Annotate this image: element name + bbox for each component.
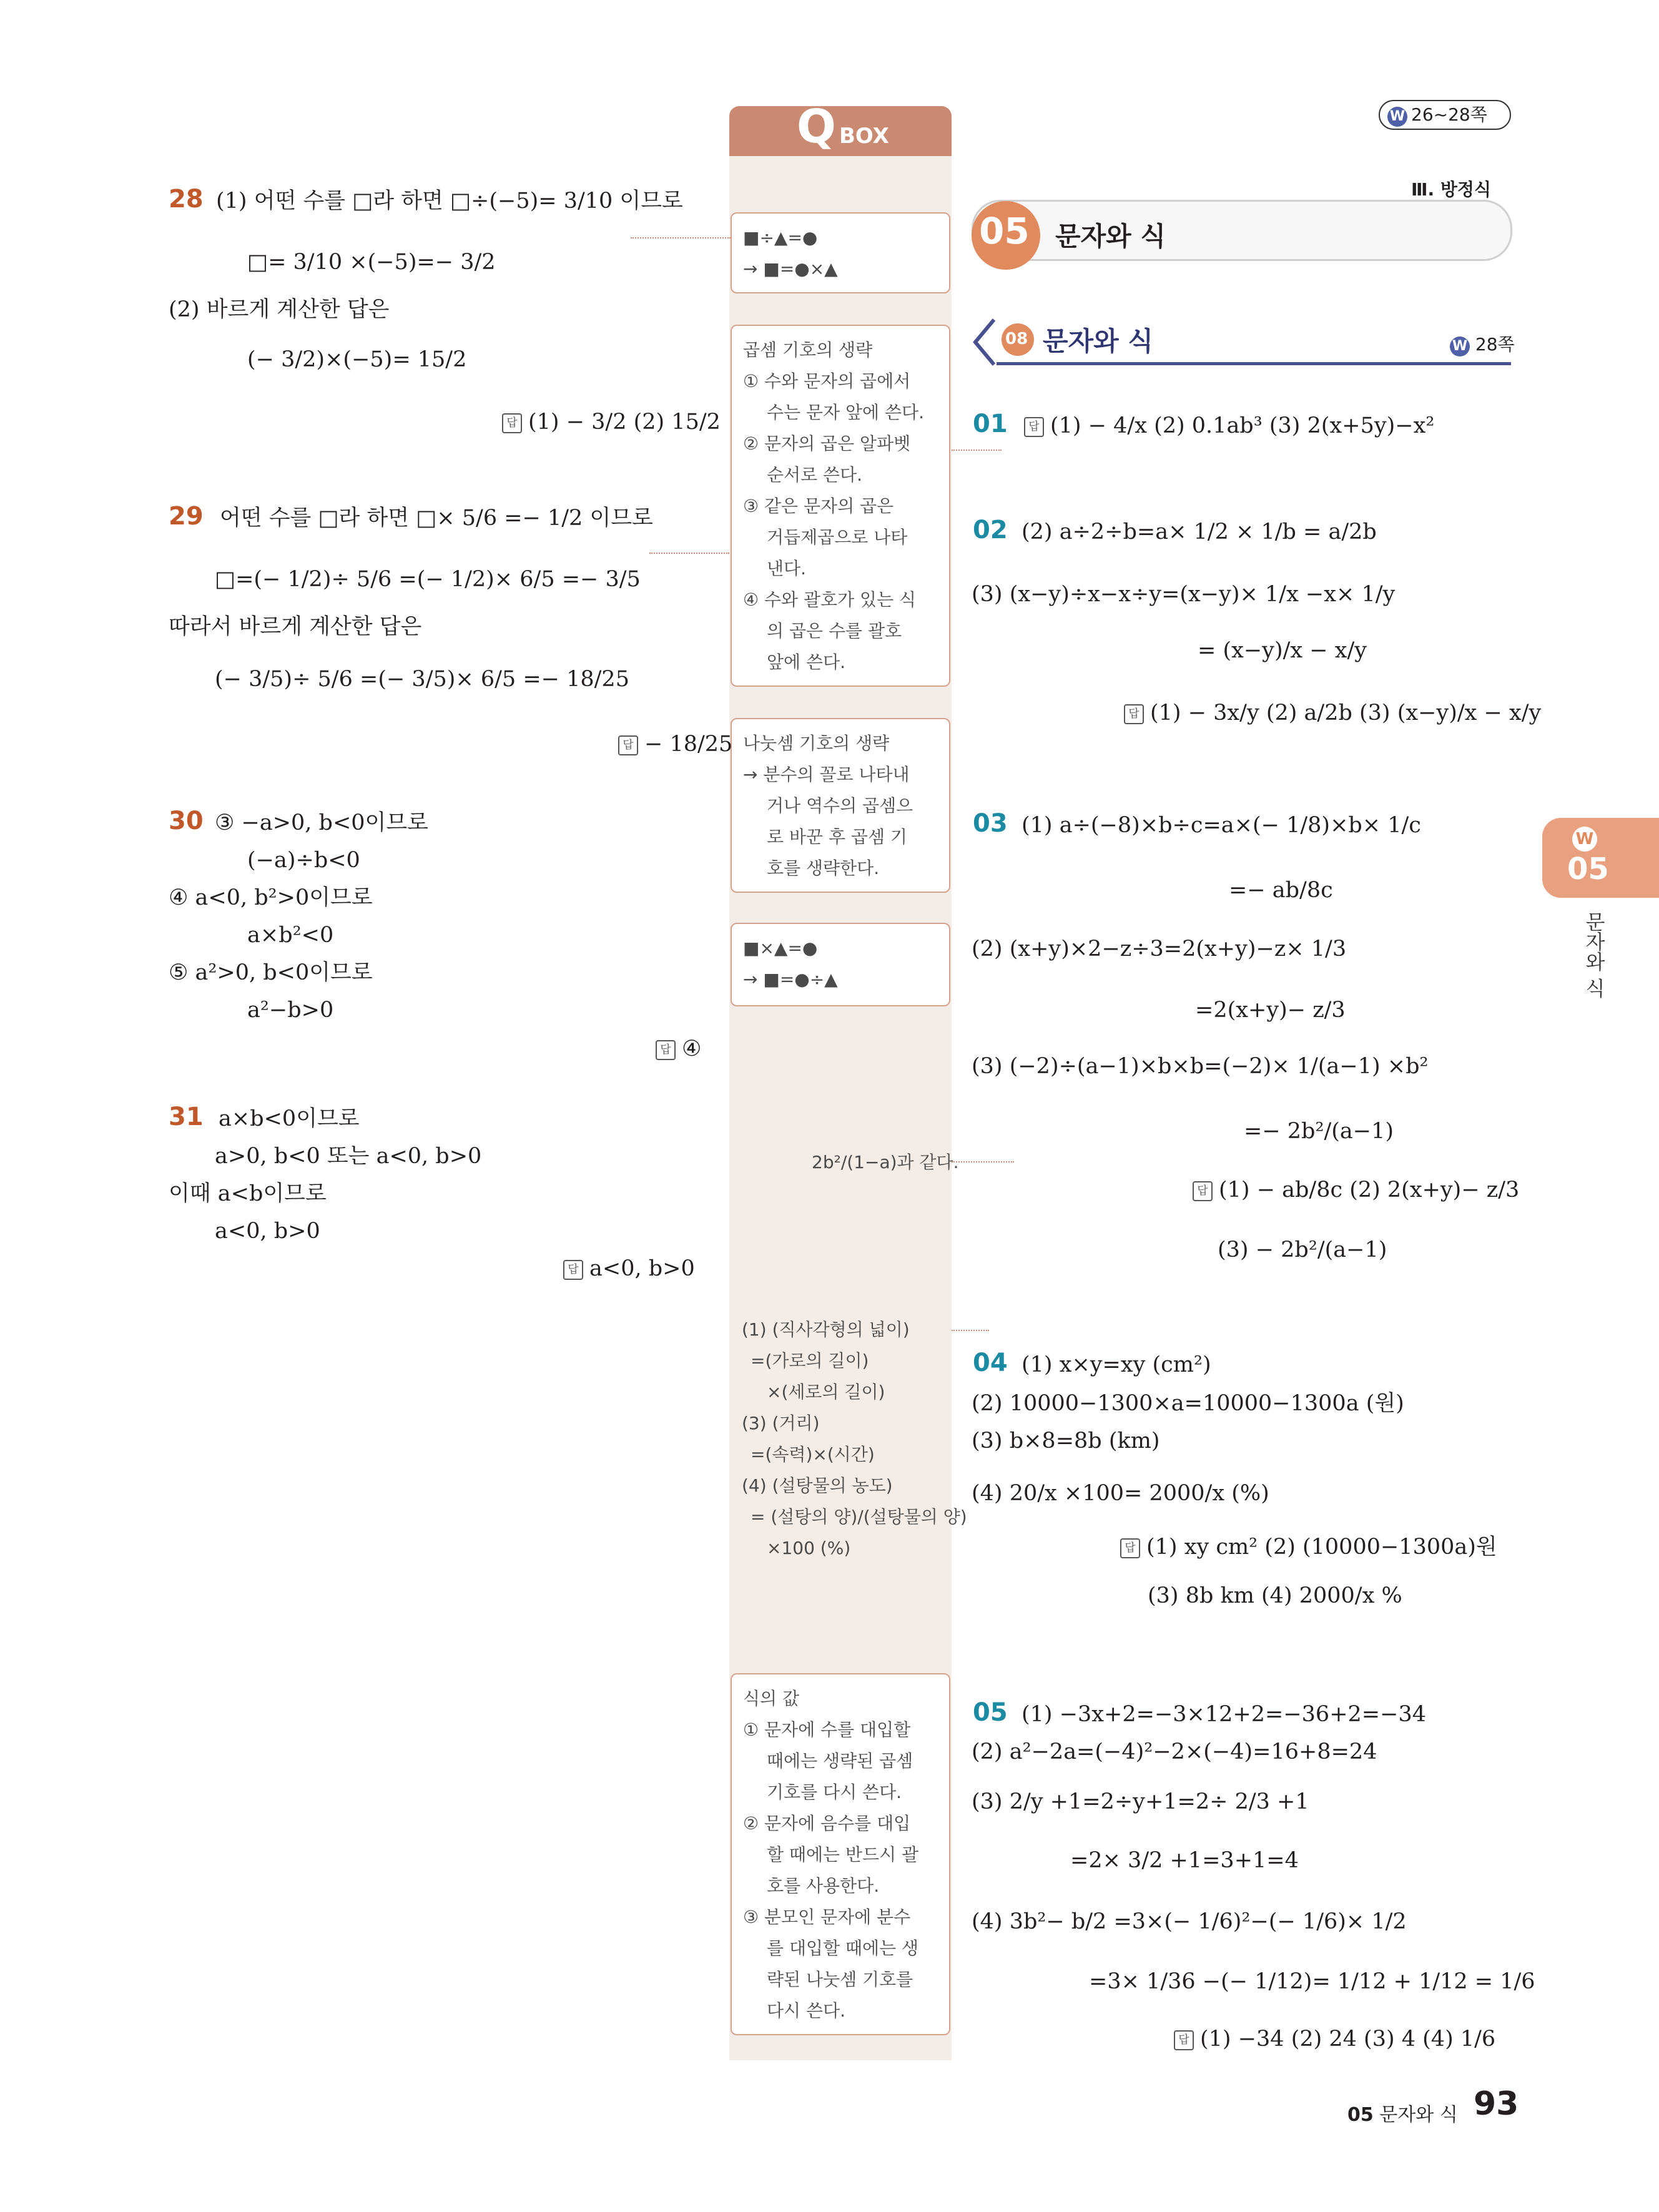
qbox-card-6-line: ×100 (%): [767, 1538, 851, 1558]
answer-text: a<0, b>0: [589, 1256, 695, 1281]
problem-number: 02: [973, 516, 1008, 544]
qbox-card-4-line: → ■=●÷▲: [743, 969, 838, 990]
solution-line: (4) 20/x ×100= 2000/x (%): [972, 1481, 1269, 1506]
solution-line: =− 2b²/(a−1): [1244, 1119, 1394, 1144]
answer-line: [502, 406, 721, 438]
problem-number: 04: [973, 1349, 1008, 1377]
qbox-card-7-line: 를 대입할 때에는 생: [767, 1938, 919, 1959]
solution-line: ③ −a>0, b<0이므로: [215, 810, 428, 835]
w-icon: W: [1387, 107, 1407, 127]
qbox-card-2-line: ③ 같은 문자의 곱은: [743, 496, 894, 516]
solution-line: 따라서 바르게 계산한 답은: [169, 614, 422, 639]
section-num: 08: [1005, 330, 1028, 348]
problem-number: 05: [973, 1698, 1008, 1727]
w-icon: W: [1450, 337, 1470, 356]
qbox-card-2-line: 거듭제곱으로 나타: [767, 527, 908, 548]
solution-line: =− ab/8c: [1229, 878, 1333, 903]
solution-line: a×b²<0: [247, 923, 334, 948]
qbox-card-2-line: 곱셈 기호의 생략: [743, 340, 873, 360]
chapter-label: Ⅲ. 방정식: [1411, 179, 1491, 200]
qbox-card-4: [731, 923, 950, 1006]
answer-icon: 답: [618, 735, 638, 755]
ref-pages-badge: [1379, 100, 1511, 130]
answer-icon: 답: [563, 1260, 583, 1280]
qbox-card-2-line: 순서로 쓴다.: [767, 465, 863, 485]
solution-line: (− 3/5)÷ 5/6 =(− 3/5)× 6/5 =− 18/25: [215, 667, 629, 692]
qbox-card-2-line: 앞에 쓴다.: [767, 652, 845, 672]
answer-icon: 답: [1024, 417, 1044, 437]
qbox-card-3-line: 호를 생략한다.: [767, 858, 880, 878]
solution-line: a>0, b<0 또는 a<0, b>0: [215, 1144, 482, 1169]
qbox-card-6: [742, 1314, 967, 1564]
qbox-card-7-line: 략된 나눗셈 기호를: [767, 1969, 913, 1990]
connector-line: [649, 553, 729, 554]
qbox-card-7-line: 때에는 생략된 곱셈: [767, 1751, 913, 1771]
answer-line: [1120, 1531, 1497, 1563]
solution-line: □=(− 1/2)÷ 5/6 =(− 1/2)× 6/5 =− 3/5: [215, 567, 641, 592]
qbox-card-6-line: ×(세로의 길이): [767, 1382, 885, 1402]
solution-line: (− 3/2)×(−5)= 15/2: [247, 347, 467, 372]
section-ref: [1450, 331, 1515, 356]
chapter-title: 문자와 식: [1055, 221, 1166, 252]
answer-text: (1) −34 (2) 24 (3) 4 (4) 1/6: [1200, 2027, 1496, 2052]
problem-number: 31: [169, 1103, 204, 1131]
answer-line: [563, 1252, 695, 1285]
section-underline: [997, 362, 1511, 365]
qbox-card-7-line: ② 문자에 음수를 대입: [743, 1813, 911, 1834]
section-title: 문자와 식: [1043, 326, 1153, 356]
qbox-card-6-line: (4) (설탕물의 농도): [742, 1475, 893, 1496]
connector-line: [952, 1330, 989, 1331]
qbox-card-6-line: (3) (거리): [742, 1413, 820, 1433]
qbox-card-3-line: 나눗셈 기호의 생략: [743, 733, 890, 754]
qbox-card-6-line: =(속력)×(시간): [751, 1444, 875, 1465]
connector-line: [952, 450, 1002, 451]
solution-line: (1) 어떤 수를 □라 하면 □÷(−5)= 3/10 이므로: [216, 189, 683, 214]
qbox-title-box: BOX: [839, 124, 889, 149]
qbox-card-2-line: 낸다.: [767, 558, 806, 579]
chapter-num: 05: [979, 210, 1030, 252]
answer-line: [1124, 697, 1541, 729]
page-number: 93: [1474, 2085, 1519, 2123]
qbox-card-7-line: 할 때에는 반드시 괄: [767, 1844, 919, 1865]
section-ref-pages: 28쪽: [1475, 334, 1515, 355]
answer-text: (1) − 4/x (2) 0.1ab³ (3) 2(x+5y)−x²: [1050, 413, 1435, 438]
w-icon: W: [1572, 827, 1597, 852]
solution-line: =2× 3/2 +1=3+1=4: [1070, 1848, 1299, 1873]
qbox-card-6-line: (1) (직사각형의 넓이): [742, 1319, 910, 1340]
solution-line: (3) 2/y +1=2÷y+1=2÷ 2/3 +1: [972, 1789, 1309, 1814]
qbox-card-3-line: 로 바꾼 후 곱셈 기: [767, 827, 907, 847]
answer-text: ④: [682, 1036, 702, 1061]
qbox-title-q: Q: [797, 100, 836, 154]
solution-line: (2) 10000−1300×a=10000−1300a (원): [972, 1391, 1404, 1416]
qbox-card-3-line: → 분수의 꼴로 나타내: [743, 764, 910, 785]
answer-icon: 답: [1193, 1181, 1213, 1201]
solution-line: (4) 3b²− b/2 =3×(− 1/6)²−(− 1/6)× 1/2: [972, 1909, 1407, 1934]
answer-text: (1) xy cm² (2) (10000−1300a)원: [1146, 1535, 1497, 1560]
solution-line: (3) (−2)÷(a−1)×b×b=(−2)× 1/(a−1) ×b²: [972, 1054, 1429, 1079]
problem-number: 03: [973, 809, 1008, 838]
qbox-card-6-line: = (설탕의 양)/(설탕물의 양): [751, 1507, 967, 1527]
qbox-card-2-line: ② 문자의 곱은 알파벳: [743, 433, 911, 454]
answer-icon: 답: [1124, 704, 1144, 724]
solution-line: a×b<0이므로: [219, 1106, 360, 1131]
qbox-note: 2b²/(1−a)과 같다.: [812, 1152, 959, 1172]
solution-line: =2(x+y)− z/3: [1195, 998, 1346, 1023]
footer-chapter: [1347, 2099, 1458, 2126]
answer-text: (1) − 3/2 (2) 15/2: [528, 410, 721, 435]
problem-number: 28: [169, 185, 204, 214]
solution-line: = (x−y)/x − x/y: [1198, 638, 1367, 663]
qbox-card-7-line: ① 문자에 수를 대입할: [743, 1719, 911, 1740]
qbox-card-2-line: ① 수와 문자의 곱에서: [743, 371, 911, 391]
answer-text: (1) − ab/8c (2) 2(x+y)− z/3: [1219, 1177, 1520, 1202]
footer-chapter-title: 문자와 식: [1379, 2104, 1458, 2126]
solution-line: (2) a²−2a=(−4)²−2×(−4)=16+8=24: [972, 1739, 1377, 1764]
answer-icon: 답: [502, 413, 522, 433]
solution-line: ⑤ a²>0, b<0이므로: [169, 960, 373, 985]
section-bracket-icon: [972, 317, 997, 367]
chapter-banner: [972, 200, 1512, 261]
qbox-card-2: [731, 325, 950, 687]
qbox-card-2-line: 수는 문자 앞에 쓴다.: [767, 402, 924, 423]
problem-number: 30: [169, 807, 204, 835]
solution-line: (3) b×8=8b (km): [972, 1428, 1160, 1453]
answer-icon: 답: [1174, 2030, 1194, 2050]
answer-icon: 답: [656, 1040, 676, 1060]
qbox-card-3-line: 거나 역수의 곱셈으: [767, 795, 913, 816]
side-tab-label: 문자와 식: [1582, 912, 1606, 998]
solution-line: 어떤 수를 □라 하면 □× 5/6 =− 1/2 이므로: [220, 506, 653, 531]
answer-icon: 답: [1120, 1538, 1140, 1558]
qbox-card-4-line: ■×▲=●: [743, 938, 818, 958]
solution-line: 이때 a<b이므로: [169, 1181, 327, 1206]
solution-line: a<0, b>0: [215, 1219, 320, 1244]
answer-line-2: (3) 8b km (4) 2000/x %: [1148, 1583, 1402, 1608]
qbox-card-7-line: 다시 쓴다.: [767, 2000, 845, 2021]
side-tab[interactable]: [1542, 818, 1659, 898]
qbox-card-7-line: 식의 값: [743, 1688, 800, 1709]
qbox-card-6-line: =(가로의 길이): [751, 1350, 869, 1371]
qbox-card-1: [731, 212, 950, 293]
answer-text: − 18/25: [644, 732, 733, 757]
qbox-card-1-line: → ■=●×▲: [743, 258, 838, 279]
qbox-card-7: [731, 1673, 950, 2035]
qbox-card-7-line: 호를 사용한다.: [767, 1875, 880, 1896]
qbox-card-1-line: ■÷▲=●: [743, 227, 818, 248]
answer-text: (1) − 3x/y (2) a/2b (3) (x−y)/x − x/y: [1150, 700, 1542, 725]
solution-line: □= 3/10 ×(−5)=− 3/2: [247, 250, 496, 275]
solution-line: (1) x×y=xy (cm²): [1021, 1352, 1211, 1377]
solution-line: (2) (x+y)×2−z÷3=2(x+y)−z× 1/3: [972, 936, 1347, 961]
footer-chapter-num: 05: [1347, 2104, 1374, 2126]
solution-line: (2) 바르게 계산한 답은: [169, 297, 390, 322]
qbox-card-2-line: 의 곱은 수를 괄호: [767, 621, 902, 641]
solution-line: ④ a<0, b²>0이므로: [169, 885, 373, 910]
connector-line: [631, 237, 731, 238]
solution-line: (3) (x−y)÷x−x÷y=(x−y)× 1/x −x× 1/y: [972, 582, 1396, 607]
answer-line: [618, 728, 732, 760]
solution-line: (−a)÷b<0: [247, 848, 360, 873]
ref-pages: 26~28쪽: [1411, 104, 1487, 125]
qbox-card-7-line: ③ 분모인 문자에 분수: [743, 1907, 911, 1927]
qbox-card-3: [731, 718, 950, 893]
answer-line-2: (3) − 2b²/(a−1): [1218, 1237, 1387, 1262]
side-tab-num: 05: [1567, 852, 1609, 887]
answer-line: [1024, 410, 1434, 442]
problem-number: 01: [973, 410, 1008, 438]
solution-line: (2) a÷2÷b=a× 1/2 × 1/b = a/2b: [1021, 519, 1377, 544]
solution-line: (1) a÷(−8)×b÷c=a×(− 1/8)×b× 1/c: [1021, 813, 1421, 838]
answer-line: [1193, 1174, 1519, 1206]
answer-line: [1174, 2023, 1495, 2055]
qbox-header: [729, 100, 952, 156]
connector-line: [952, 1161, 1014, 1163]
solution-line: (1) −3x+2=−3×12+2=−36+2=−34: [1021, 1702, 1426, 1727]
qbox-card-7-line: 기호를 다시 쓴다.: [767, 1782, 902, 1802]
solution-line: a²−b>0: [247, 998, 334, 1023]
solution-line: =3× 1/36 −(− 1/12)= 1/12 + 1/12 = 1/6: [1089, 1969, 1535, 1994]
qbox-card-2-line: ④ 수와 괄호가 있는 식: [743, 589, 917, 610]
answer-line: [656, 1033, 701, 1065]
problem-number: 29: [169, 502, 204, 531]
